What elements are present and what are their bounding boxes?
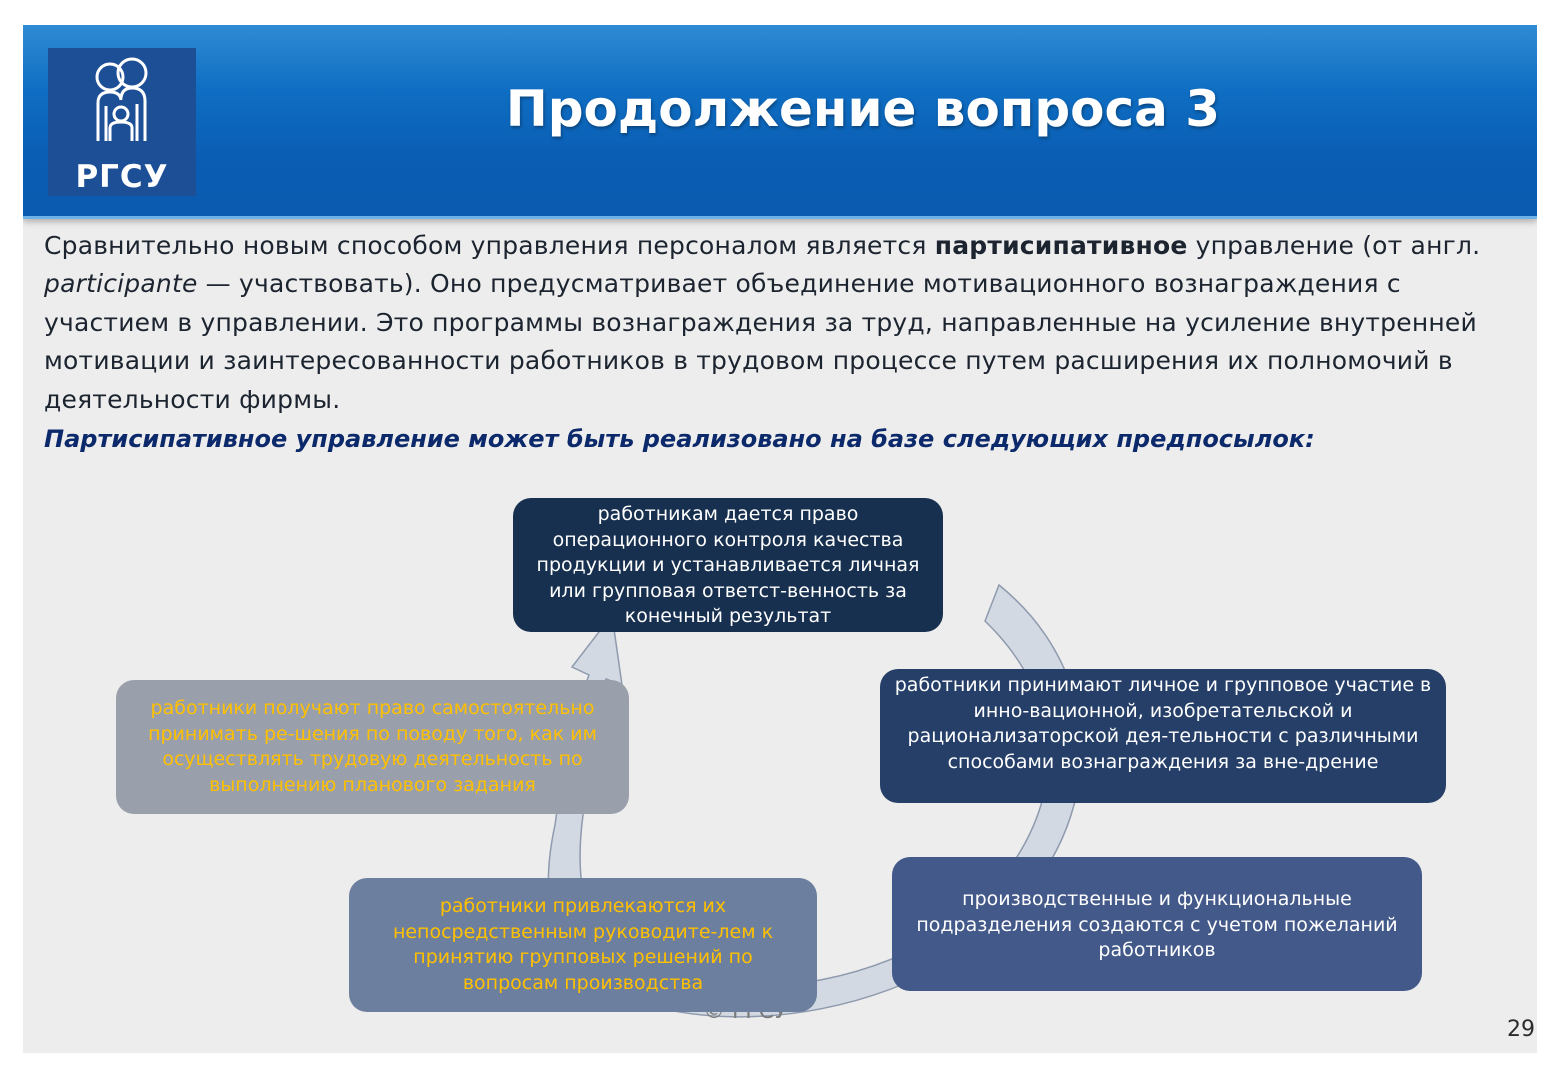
cycle-box-divisions [892,857,1422,991]
cycle-box-autonomy [116,680,629,814]
intro-part3: — участвовать). Оно предусматривает объединение мотивационного вознаграждения с участием в управлении. Это программы вознаграждения за труд, направленные на усиление внутренней мотивации и заинтересованности работников в трудовом процессе путем расширения их полномочий в деятельности фирмы. [44,269,1477,414]
page-title: Продолжение вопроса 3 [505,80,1221,138]
cycle-box-text-5: работники получают право самостоятельно принимать ре-шения по поводу того, как им осуществлять трудовую деятельность по выполнению планового задания [148,697,597,796]
cycle-box-text-3: производственные и функциональные подразделения создаются с учетом пожеланий работников [916,888,1398,961]
intro-part1: Сравнительно новым способом управления персоналом является [44,231,935,260]
lead-heading: Партисипативное управление может быть реализовано на базе следующих предпосылок: [44,425,1315,453]
intro-part2: управление (от англ. [1187,231,1481,260]
cycle-box-group-decisions [349,878,817,1012]
cycle-box-text-4: работники привлекаются их непосредственным руководите-лем к принятию групповых решений по вопросам производства [392,895,774,994]
cycle-box-text-2: работники принимают личное и групповое участие в инно-вационной, изобретательской и рационализаторской дея-тельности с различными способами вознаграждения за вне-дрение [894,674,1432,773]
slide [23,25,1537,1053]
cycle-box-operational-control [513,498,943,632]
logo-text: РГСУ [75,159,169,195]
cycle-box-text-1: работникам дается право операционного контроля качества продукции и устанавливается личная или групповая ответст-венность за конечный результат [536,503,920,627]
intro-italic-term: participante [44,269,198,299]
intro-bold-term: партисипативное [934,231,1188,260]
page-number: 29 [1507,1017,1535,1042]
cycle-box-innovation [880,669,1446,803]
